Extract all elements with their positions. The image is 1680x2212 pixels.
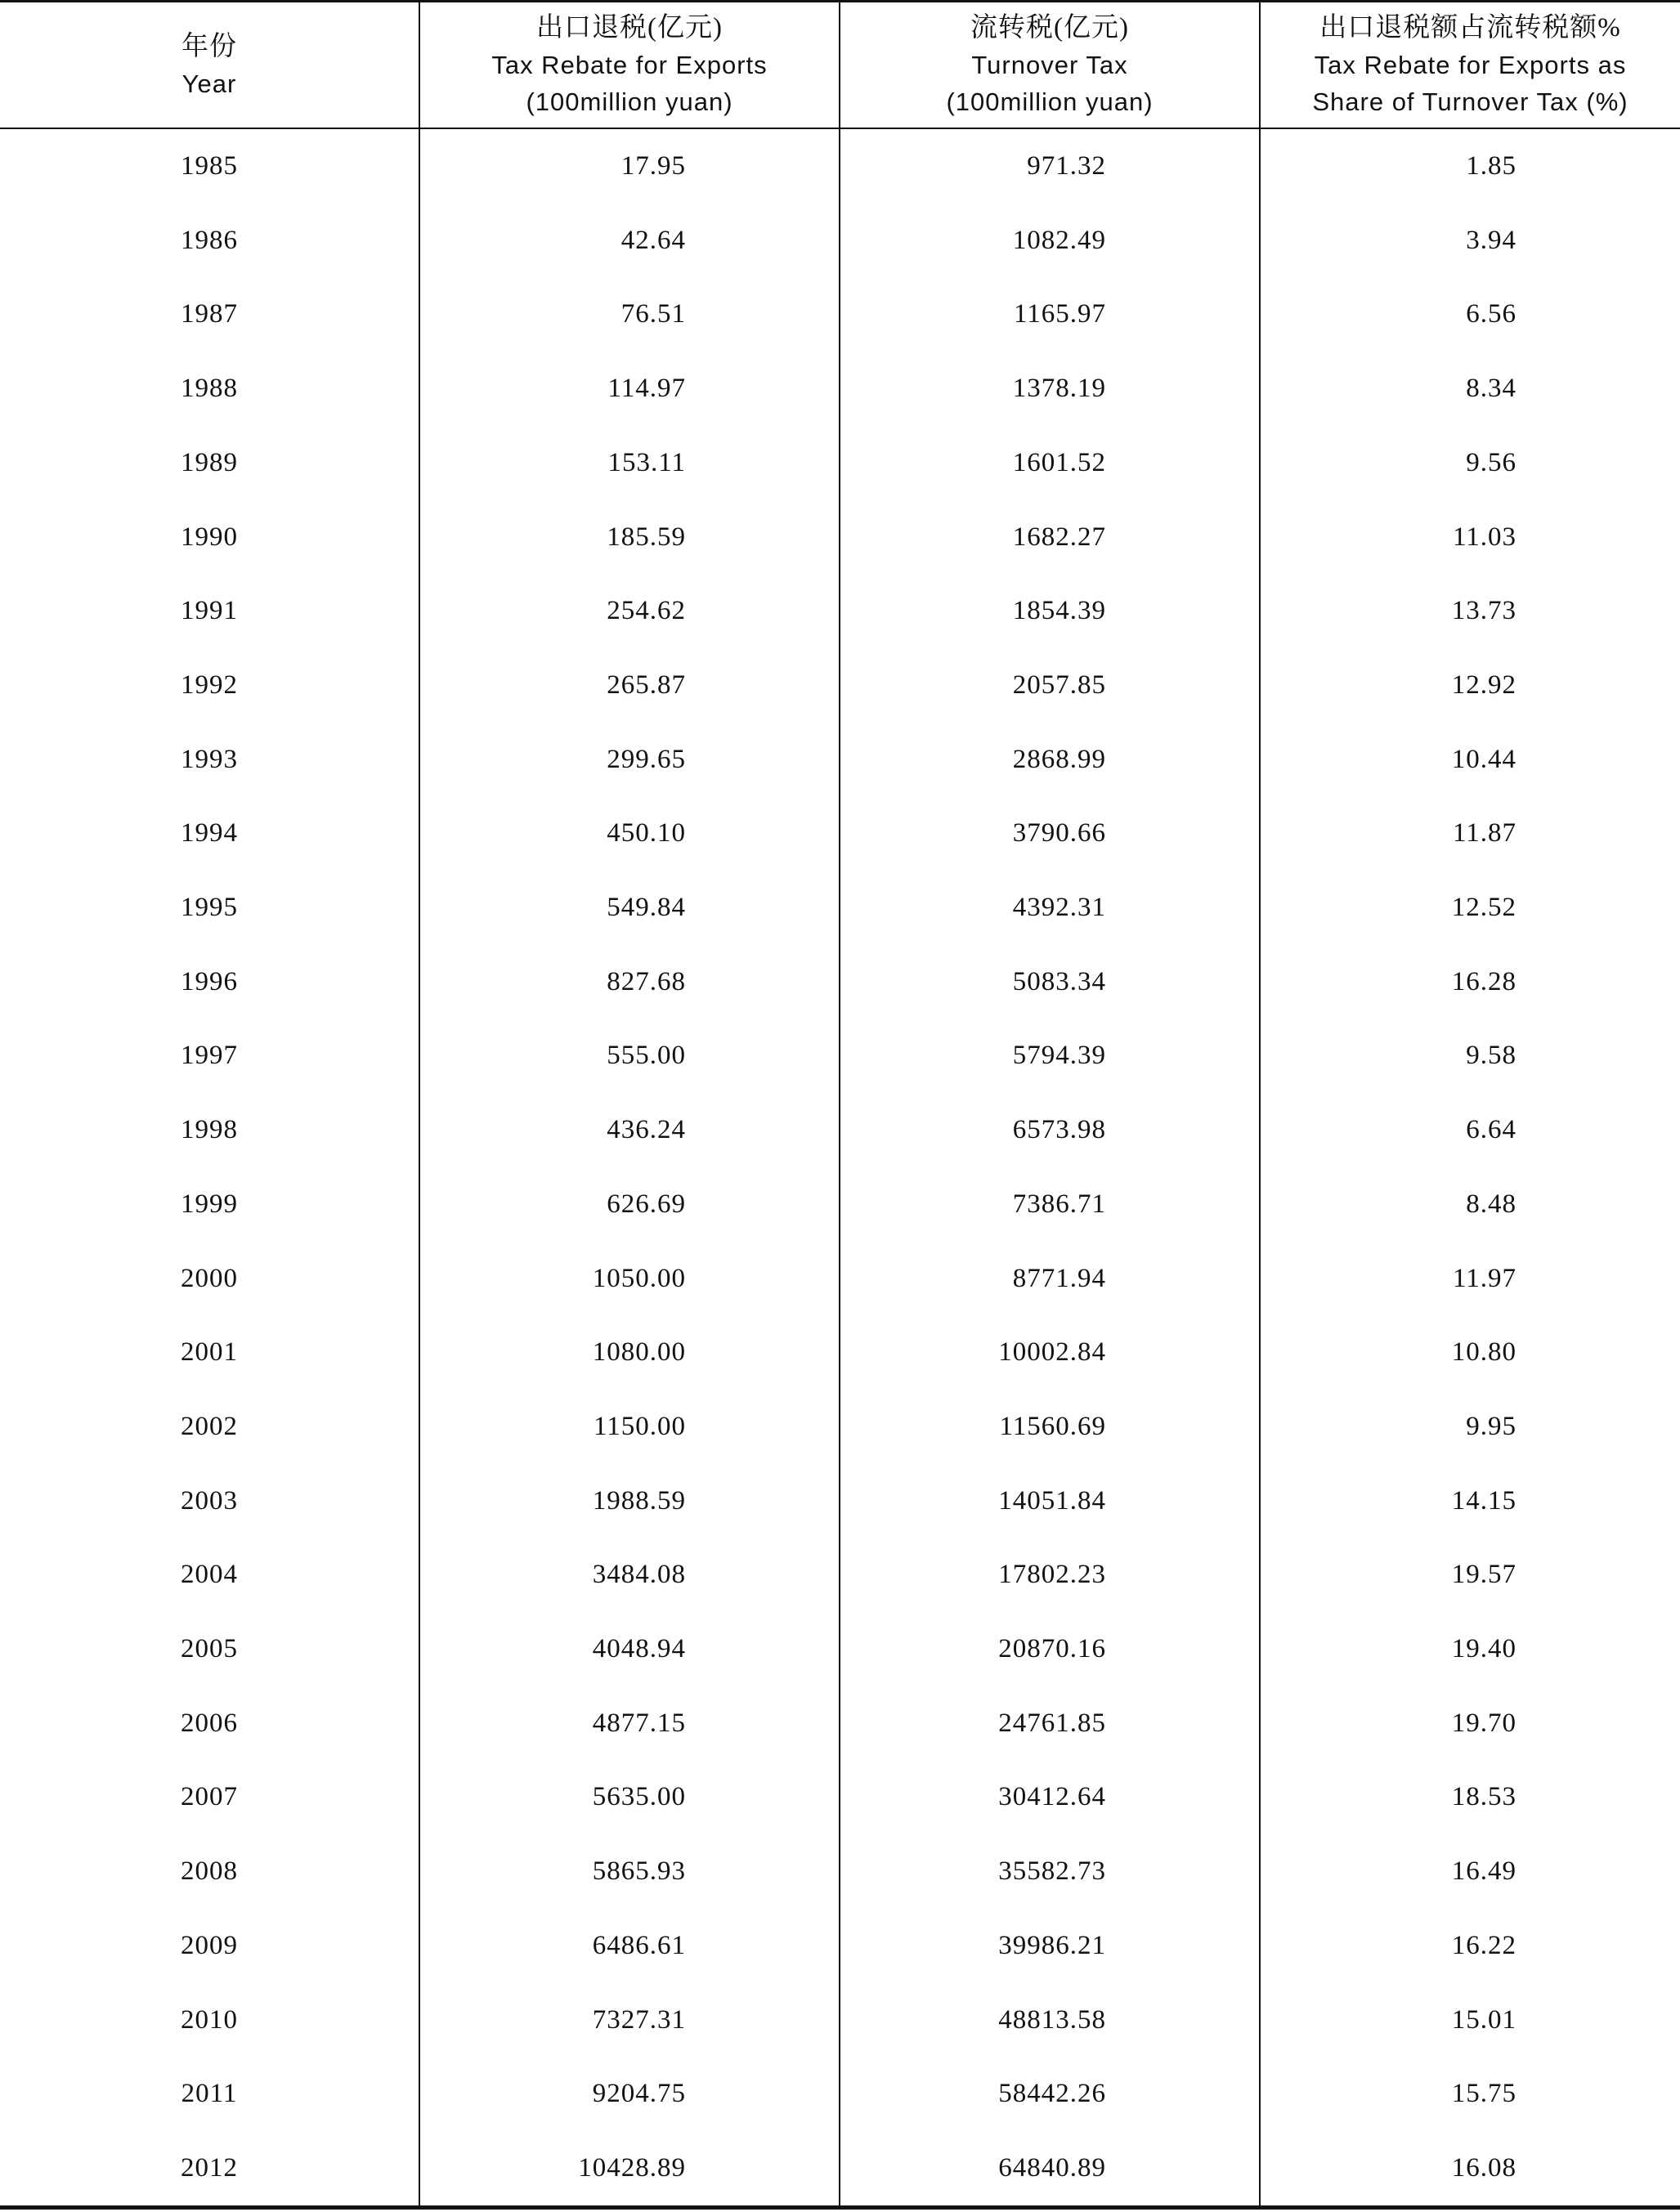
share-cell: 3.94 [1466, 225, 1516, 255]
header-share-zh: 出口退税额占流转税额% [1319, 13, 1621, 43]
year-cell: 1990 [181, 522, 238, 552]
tax-rebate-cell: 254.62 [607, 596, 686, 626]
year-cell: 2001 [181, 1337, 238, 1368]
year-cell: 2008 [181, 1856, 238, 1887]
tax-rebate-cell: 4048.94 [592, 1634, 686, 1663]
tax-rebate-cell: 1988.59 [592, 1485, 686, 1516]
turnover-tax-cell: 5794.39 [1012, 1041, 1106, 1071]
tax-rebate-cell: 299.65 [607, 744, 686, 774]
year-cell: 1987 [181, 299, 238, 329]
header-turnover-tax-zh: 流转税(亿元) [970, 13, 1129, 43]
year-cell: 1996 [181, 966, 238, 996]
table-row [0, 352, 1680, 426]
share-cell: 16.08 [1451, 2152, 1516, 2183]
tax-rebate-cell: 450.10 [607, 818, 686, 849]
year-cell: 2011 [181, 2079, 238, 2109]
share-cell: 12.52 [1451, 893, 1516, 922]
turnover-tax-cell: 1378.19 [1012, 374, 1106, 404]
header-tax-rebate-en: Tax Rebate for Exports [491, 51, 768, 79]
share-cell: 11.03 [1452, 522, 1516, 552]
year-cell: 1985 [181, 151, 238, 181]
tax-rebate-cell: 1150.00 [593, 1411, 686, 1441]
header-year [0, 2, 419, 128]
table-row [0, 648, 1680, 723]
tax-rebate-cell: 153.11 [607, 447, 686, 477]
share-cell: 19.40 [1451, 1634, 1516, 1663]
share-cell: 16.22 [1451, 1930, 1516, 1960]
share-cell: 12.92 [1451, 669, 1516, 700]
year-cell: 1997 [181, 1041, 238, 1071]
year-cell: 1991 [181, 596, 238, 626]
table-row [0, 2131, 1680, 2205]
table-row [0, 2057, 1680, 2131]
share-cell: 15.75 [1451, 2079, 1516, 2109]
tax-rebate-cell: 5865.93 [592, 1856, 686, 1887]
tax-rebate-cell: 5635.00 [592, 1782, 686, 1812]
share-cell: 10.44 [1451, 744, 1516, 774]
turnover-tax-cell: 2057.85 [1012, 669, 1106, 700]
tax-rebate-cell: 76.51 [620, 299, 686, 329]
year-cell: 1988 [181, 374, 238, 404]
share-cell: 16.49 [1451, 1856, 1516, 1887]
year-cell: 2010 [181, 2004, 238, 2035]
share-cell: 19.70 [1451, 1708, 1516, 1738]
header-tax-rebate-zh: 出口退税(亿元) [536, 13, 723, 43]
share-cell: 9.95 [1466, 1411, 1516, 1441]
year-cell: 1989 [181, 447, 238, 477]
table-row [0, 1538, 1680, 1612]
turnover-tax-cell: 1854.39 [1012, 596, 1106, 626]
header-turnover-tax [840, 2, 1259, 128]
table-row [0, 1019, 1680, 1093]
turnover-tax-cell: 1165.97 [1013, 299, 1106, 329]
table-row [0, 1686, 1680, 1761]
turnover-tax-cell: 30412.64 [998, 1782, 1106, 1812]
tax-rebate-cell: 185.59 [607, 522, 686, 552]
table-row [0, 796, 1680, 871]
table-row [0, 574, 1680, 648]
turnover-tax-cell: 11560.69 [999, 1411, 1106, 1441]
tax-rebate-cell: 4877.15 [592, 1708, 686, 1738]
table-row [0, 1760, 1680, 1834]
turnover-tax-cell: 24761.85 [998, 1708, 1106, 1738]
table-row [0, 129, 1680, 204]
table-row [0, 426, 1680, 500]
year-cell: 1993 [181, 744, 238, 774]
table-row [0, 1834, 1680, 1909]
year-cell: 1995 [181, 893, 238, 922]
share-cell: 6.56 [1466, 299, 1516, 329]
header-tax-rebate [420, 2, 839, 128]
year-cell: 1986 [181, 225, 238, 255]
year-cell: 1999 [181, 1189, 238, 1219]
share-cell: 6.64 [1466, 1115, 1516, 1145]
share-cell: 18.53 [1451, 1782, 1516, 1812]
tax-rebate-cell: 114.97 [607, 374, 686, 404]
turnover-tax-cell: 10002.84 [998, 1337, 1106, 1368]
tax-rebate-cell: 1080.00 [592, 1337, 686, 1368]
tax-rebate-cell: 6486.61 [592, 1930, 686, 1960]
table-row [0, 500, 1680, 575]
tax-rebate-cell: 17.95 [620, 151, 686, 181]
turnover-tax-cell: 20870.16 [998, 1634, 1106, 1663]
year-cell: 2004 [181, 1560, 238, 1590]
year-cell: 2002 [181, 1411, 238, 1441]
tax-rebate-cell: 10428.89 [578, 2152, 686, 2183]
turnover-tax-cell: 6573.98 [1012, 1115, 1106, 1145]
share-cell: 9.56 [1466, 447, 1516, 477]
header-year-en: Year [181, 69, 237, 98]
share-cell: 11.97 [1452, 1263, 1516, 1293]
table-row [0, 204, 1680, 278]
table-header [0, 2, 1680, 128]
turnover-tax-cell: 1601.52 [1012, 447, 1106, 477]
table-row [0, 1612, 1680, 1686]
table-row [0, 871, 1680, 945]
turnover-tax-cell: 48813.58 [998, 2004, 1106, 2035]
share-cell: 16.28 [1451, 966, 1516, 996]
turnover-tax-cell: 14051.84 [998, 1485, 1106, 1516]
share-cell: 10.80 [1451, 1337, 1516, 1368]
tax-rebate-cell: 555.00 [607, 1041, 686, 1071]
turnover-tax-cell: 7386.71 [1012, 1189, 1106, 1219]
tax-rebate-cell: 827.68 [607, 966, 686, 996]
header-share-en: Tax Rebate for Exports as [1314, 51, 1627, 79]
turnover-tax-cell: 5083.34 [1012, 966, 1106, 996]
share-cell: 9.58 [1466, 1041, 1516, 1071]
turnover-tax-cell: 2868.99 [1012, 744, 1106, 774]
table-row [0, 1242, 1680, 1316]
turnover-tax-cell: 1082.49 [1012, 225, 1106, 255]
table-row [0, 1167, 1680, 1242]
header-tax-rebate-unit: (100million yuan) [526, 87, 733, 116]
table-row [0, 1093, 1680, 1167]
header-turnover-tax-unit: (100million yuan) [946, 87, 1154, 116]
share-cell: 15.01 [1451, 2004, 1516, 2035]
turnover-tax-cell: 39986.21 [998, 1930, 1106, 1960]
header-share [1261, 2, 1680, 128]
table-body [0, 129, 1680, 2205]
share-cell: 19.57 [1451, 1560, 1516, 1590]
header-year-zh: 年份 [181, 31, 237, 61]
table-row [0, 1983, 1680, 2058]
tax-rebate-cell: 626.69 [607, 1189, 686, 1219]
tax-rebate-cell: 42.64 [620, 225, 686, 255]
share-cell: 8.48 [1466, 1189, 1516, 1219]
share-cell: 13.73 [1451, 596, 1516, 626]
table-row [0, 1464, 1680, 1538]
share-cell: 8.34 [1466, 374, 1516, 404]
turnover-tax-cell: 3790.66 [1012, 818, 1106, 849]
year-cell: 1994 [181, 818, 238, 849]
year-cell: 2012 [181, 2152, 238, 2183]
share-cell: 1.85 [1466, 151, 1516, 181]
table-row [0, 1315, 1680, 1390]
share-cell: 14.15 [1451, 1485, 1516, 1516]
header-turnover-tax-en: Turnover Tax [971, 51, 1128, 79]
year-cell: 2007 [181, 1782, 238, 1812]
table-row [0, 1909, 1680, 1983]
tax-rebate-cell: 3484.08 [592, 1560, 686, 1590]
year-cell: 2005 [181, 1634, 238, 1663]
tax-rebate-cell: 549.84 [607, 893, 686, 922]
turnover-tax-cell: 971.32 [1027, 151, 1106, 181]
tax-rebate-cell: 436.24 [607, 1115, 686, 1145]
share-cell: 11.87 [1452, 818, 1516, 849]
turnover-tax-cell: 64840.89 [998, 2152, 1106, 2183]
header-share-en2: Share of Turnover Tax (%) [1312, 87, 1628, 116]
year-cell: 1998 [181, 1115, 238, 1145]
table-row [0, 1390, 1680, 1464]
turnover-tax-cell: 35582.73 [998, 1856, 1106, 1887]
turnover-tax-cell: 1682.27 [1012, 522, 1106, 552]
tax-rebate-cell: 265.87 [607, 669, 686, 700]
table-row [0, 723, 1680, 797]
year-cell: 1992 [181, 669, 238, 700]
table-row [0, 277, 1680, 352]
turnover-tax-cell: 58442.26 [998, 2079, 1106, 2109]
table-row [0, 945, 1680, 1019]
turnover-tax-cell: 8771.94 [1012, 1263, 1106, 1293]
tax-rebate-cell: 9204.75 [592, 2079, 686, 2109]
turnover-tax-cell: 17802.23 [998, 1560, 1106, 1590]
year-cell: 2000 [181, 1263, 238, 1293]
tax-rebate-cell: 1050.00 [592, 1263, 686, 1293]
turnover-tax-cell: 4392.31 [1012, 893, 1106, 922]
year-cell: 2006 [181, 1708, 238, 1738]
year-cell: 2003 [181, 1485, 238, 1516]
tax-rebate-cell: 7327.31 [592, 2004, 686, 2035]
year-cell: 2009 [181, 1930, 238, 1960]
